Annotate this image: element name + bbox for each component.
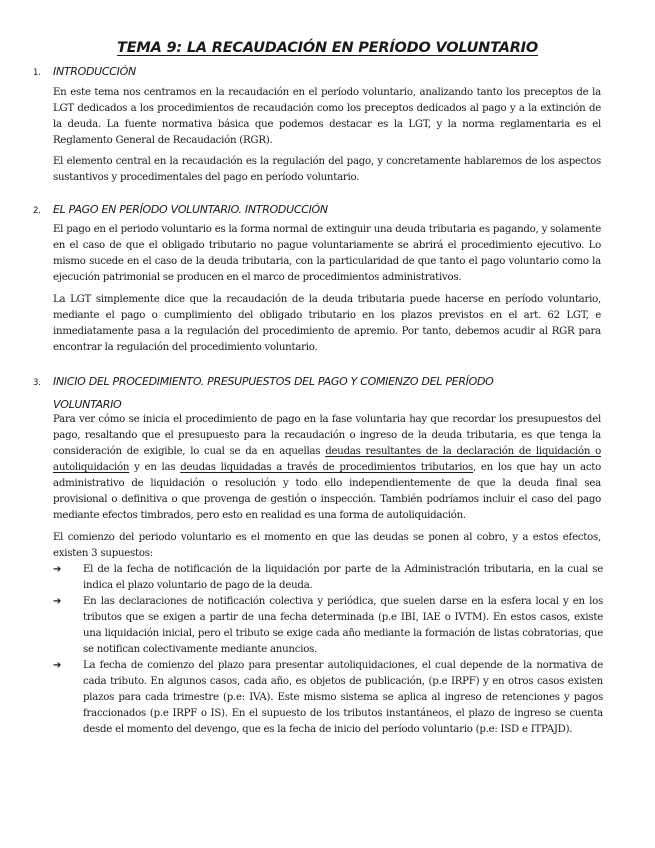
bullet-list — [53, 562, 603, 739]
section-heading-pago-voluntario — [33, 203, 328, 216]
paragraph-text: Para ver cómo se inicia el procedimiento de pago en la fase voluntaria hay que recordar los presupuestos del pago, resaltando que el presupuesto para la recaudación o ingreso de la deuda tributaria, es que tenga la consideración de exigible, lo cual se da en aquellas — [53, 414, 601, 458]
section-number: 1. — [33, 68, 41, 78]
section-number: 2. — [33, 206, 41, 216]
list-item — [53, 562, 603, 594]
section-title-line-1: INICIO DEL PROCEDIMIENTO. PRESUPUESTOS DEL PAGO Y COMIENZO DEL PERÍODO — [53, 375, 494, 388]
list-item-text: El de la fecha de notificación de la liquidación por parte de la Administración tributaria, en la cual se indica el plazo voluntario de pago de la deuda. — [83, 564, 603, 592]
section-title: INTRODUCCIÓN — [53, 65, 136, 78]
section-heading-inicio-procedimiento — [33, 371, 593, 415]
section-title: EL PAGO EN PERÍODO VOLUNTARIO. INTRODUCCIÓN — [53, 203, 328, 216]
arrow-right-icon: ➔ — [53, 596, 62, 608]
section-paragraph: La LGT simplemente dice que la recaudación de la deuda tributaria puede hacerse en período voluntario, mediante el pago o cumplimiento del obligado tributario en los plazos previstos en el art. 62 LGT, e inmediatamente pasa a la regulación del procedimiento de apremio. Por tanto, debemos acudir al RGR para encontrar la regulación del procedimiento voluntario. — [53, 294, 601, 354]
section-heading-introduccion — [33, 65, 136, 78]
arrow-right-icon: ➔ — [53, 564, 62, 575]
section-paragraph: El elemento central en la recaudación es la regulación del pago, y concretamente hablaremos de los aspectos sustantivos y procedimentales del pago en período voluntario. — [53, 156, 601, 184]
list-item-text: En las declaraciones de notificación colectiva y periódica, que suelen darse en la esfera local y en los tributos que se exigen a partir de una fecha determinada (p.e IBI, IAE o IVTM). En estos casos, existe una liquidación inicial, pero el tributo se exige cada año mediante la formación de listas cobratorias, que se notifican colectivamente mediante anuncios. — [83, 596, 603, 656]
list-item — [53, 658, 603, 738]
section-number: 3. — [33, 378, 41, 388]
list-item-text: La fecha de comienzo del plazo para presentar autoliquidaciones, el cual depende de la normativa de cada tributo. En algunos casos, cada año, es objetos de publicación, (p.e IRPF) y en otros casos existen plazos para cada trimestre (p.e: IVA). Este mismo sistema se aplica al ingreso de retenciones y pagos fraccionados (p.e IRPF o IS). En el supuesto de los tributos instantáneos, el plazo de ingreso se cuenta desde el momento del devengo, que es la fecha de inicio del período voluntario (p.e: ISD e ITPAJD). — [83, 660, 603, 736]
page-title: TEMA 9: LA RECAUDACIÓN EN PERÍODO VOLUNTARIO — [117, 40, 538, 56]
section-title-line-2: VOLUNTARIO — [53, 398, 122, 411]
paragraph-text: , en los que hay un acto administrativo de liquidación o resolución y todo ello independientemente de que la deuda final sea provisional o definitiva o que provenga de gestión o inspección. También podríamos incluir el caso del pago mediante efectos timbrados, pero esto en realidad es una forma de autoliquidación. — [53, 462, 602, 522]
arrow-right-icon: ➔ — [53, 660, 62, 672]
list-item — [53, 594, 603, 658]
underlined-text: deudas liquidadas a través de procedimientos tributarios — [180, 462, 474, 474]
section-paragraph: En este tema nos centramos en la recaudación en el período voluntario, analizando tanto los preceptos de la LGT dedicados a los procedimientos de recaudación como los preceptos dedicados al pago y a la extinción de la deuda. La fuente normativa básica que podemos destacar es la LGT, y la norma reglamentaria es el Reglamento General de Recaudación (RGR). — [53, 87, 601, 147]
paragraph-text: y en las — [129, 462, 181, 474]
section-paragraph: El pago en el periodo voluntario es la forma normal de extinguir una deuda tributaria es pagando, y solamente en el caso de que el obligado tributario no pague voluntariamente se abrirá el procedimiento ejecutivo. Lo mismo sucede en el caso de la deuda tributaria, con la particularidad de que tanto el pago voluntario como la ejecución patrimonial se producen en el marco de procedimientos administrativos. — [53, 224, 601, 284]
section-paragraph: El comienzo del periodo voluntario es el momento en que las deudas se ponen al cobro, y a estos efectos, existen 3 supuestos: — [53, 532, 601, 560]
underlined-text: deudas resultantes de la declaración de liquidación o autoliquidación — [53, 446, 601, 474]
section-paragraph — [53, 412, 601, 524]
